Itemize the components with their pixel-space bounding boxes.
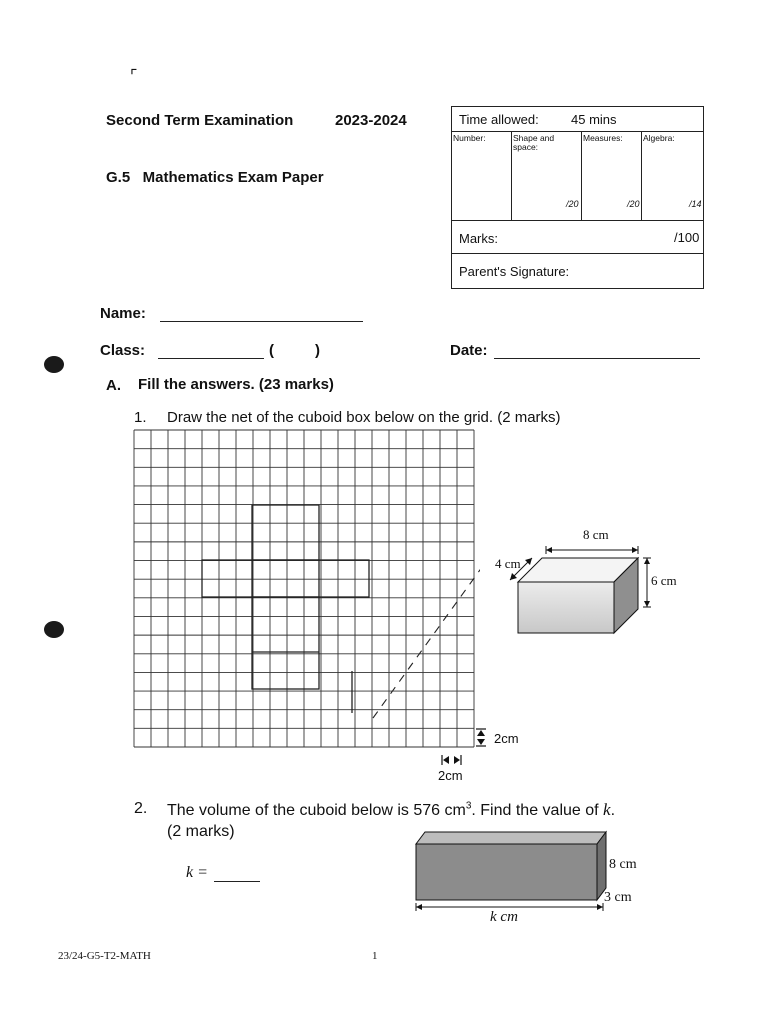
long-cuboid-height-label: 8 cm (609, 857, 637, 872)
q2-text-after: . Find the value of (471, 802, 604, 819)
cuboid-width-label: 4 cm (495, 556, 521, 571)
q2-number: 2. (134, 800, 148, 817)
date-label: Date: (450, 342, 488, 359)
section-a-title: Fill the answers. (23 marks) (138, 376, 334, 393)
q2-answer-field[interactable] (214, 864, 260, 882)
category-algebra-label: Algebra: (643, 133, 675, 143)
shape-score-max: /20 (566, 199, 579, 209)
q2-text-before: The volume of the cuboid below is 576 cm (167, 802, 466, 819)
grid-scale-horizontal-label: 2cm (438, 768, 463, 783)
marks-total: /100 (674, 230, 700, 245)
category-shape-label: Shape and space: (513, 133, 555, 152)
cuboid-length-label: 8 cm (583, 527, 609, 542)
exam-title: Second Term Examination (106, 112, 294, 129)
class-label: Class: (100, 342, 146, 359)
info-box (451, 106, 704, 289)
long-cuboid-front-face (416, 844, 597, 900)
name-label: Name: (100, 305, 146, 322)
q2-cuboid (410, 826, 610, 914)
exam-subtitle: G.5 Mathematics Exam Paper (106, 169, 324, 186)
punch-hole-top (44, 356, 64, 373)
algebra-score-max: /14 (689, 199, 702, 209)
q1-text: Draw the net of the cuboid box below on the grid. (2 marks) (167, 409, 561, 426)
category-measures-label: Measures: (583, 133, 623, 143)
measures-score-max: /20 (627, 199, 640, 209)
footer-page-number: 1 (372, 950, 378, 962)
time-allowed-value: 45 mins (571, 112, 617, 127)
long-cuboid-length-label: k cm (490, 909, 518, 925)
cuboid-front-face (518, 582, 614, 633)
category-number-label: Number: (453, 133, 486, 143)
footer-code: 23/24-G5-T2-MATH (58, 950, 151, 962)
net-middle-row (202, 560, 369, 597)
parent-signature-label: Parent's Signature: (459, 264, 570, 279)
q2-text (167, 800, 615, 820)
q2-variable: k (603, 800, 611, 819)
net-top-face (252, 505, 319, 560)
q1-grid[interactable] (130, 428, 480, 753)
date-field[interactable] (494, 341, 700, 359)
grid-scale-vertical-label: 2cm (494, 731, 519, 746)
time-allowed-label: Time allowed: (459, 112, 539, 127)
class-field[interactable] (158, 341, 264, 359)
exam-year: 2023-2024 (335, 112, 407, 129)
stray-mark: ⌜ (130, 68, 138, 85)
class-number-open: ( (269, 342, 274, 359)
q2-superscript: 3 (465, 800, 472, 812)
grid-scale-horizontal (441, 754, 463, 766)
net-bottom-face (252, 597, 319, 689)
class-number-close: ) (315, 342, 320, 359)
cuboid-height-label: 6 cm (651, 573, 677, 588)
grid-scale-vertical (474, 728, 488, 748)
q2-text-end: . (610, 802, 616, 819)
name-field[interactable] (160, 304, 363, 322)
marks-label: Marks: (459, 231, 498, 246)
punch-hole-bottom (44, 621, 64, 638)
q2-answer-prefix: k = (186, 864, 208, 881)
class-number-field[interactable] (282, 342, 312, 358)
q1-number: 1. (134, 409, 147, 426)
q2-marks: (2 marks) (167, 823, 235, 840)
section-a-letter: A. (106, 377, 121, 394)
long-cuboid-top-face (416, 832, 606, 844)
long-cuboid-depth-label: 3 cm (604, 890, 632, 905)
